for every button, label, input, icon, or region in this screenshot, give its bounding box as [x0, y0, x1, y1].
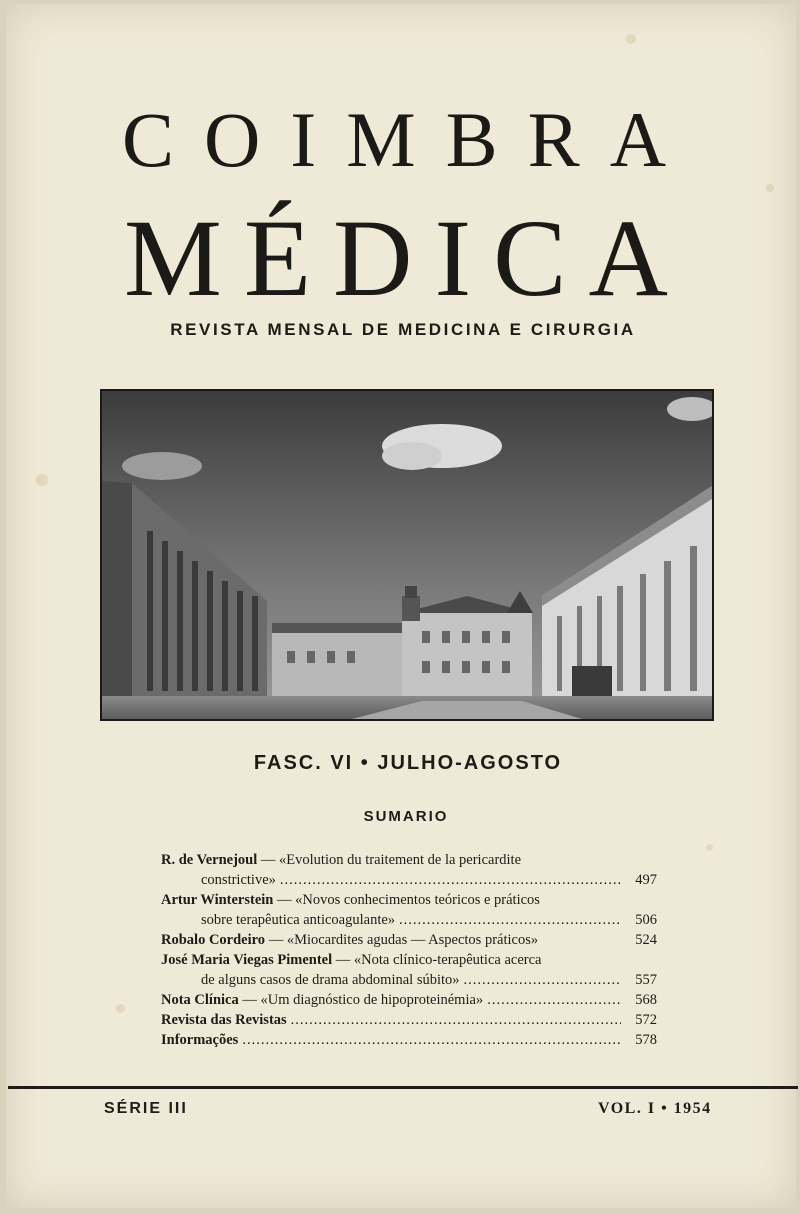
table-of-contents: [161, 850, 657, 1050]
toc-page-number: 557: [635, 972, 657, 988]
toc-entry: [161, 930, 657, 950]
toc-title-continued: constrictive»: [201, 872, 276, 888]
toc-entry: [161, 950, 657, 990]
masthead-subtitle: REVISTA MENSAL DE MEDICINA E CIRURGIA: [170, 320, 636, 339]
toc-entry: [161, 1030, 657, 1050]
masthead-title-medica: MÉDICA: [124, 197, 690, 319]
toc-author: Robalo Cordeiro: [161, 932, 266, 948]
series-label: SÉRIE III: [104, 1100, 188, 1117]
masthead-title-coimbra: COIMBRA: [121, 96, 697, 183]
cover-photograph: [100, 389, 714, 721]
toc-author: Revista das Revistas: [161, 1012, 287, 1028]
toc-entry: [161, 990, 657, 1010]
toc-page-number: 497: [635, 872, 657, 888]
toc-title: — «Miocardites agudas — Aspectos práticos»: [265, 932, 539, 948]
toc-author: Artur Winterstein: [161, 892, 274, 908]
footer-rule: [8, 1086, 798, 1089]
toc-entry: [161, 1010, 657, 1030]
toc-title: — «Evolution du traitement de la pericardite: [257, 852, 522, 868]
toc-entry: [161, 890, 657, 930]
toc-author: R. de Vernejoul: [161, 852, 258, 868]
toc-entry: [161, 850, 657, 890]
toc-title-continued: de alguns casos de drama abdominal súbito»: [201, 972, 460, 988]
toc-title: — «Um diagnóstico de hipoproteinémia»: [238, 992, 484, 1008]
toc-title-continued: sobre terapêutica anticoagulante»: [201, 912, 396, 928]
toc-page-number: 572: [635, 1012, 657, 1028]
toc-page-number: 524: [635, 932, 657, 948]
toc-title: — «Novos conhecimentos teóricos e práticos: [273, 892, 540, 908]
toc-author: Nota Clínica: [161, 992, 239, 1008]
volume-label: VOL. I • 1954: [598, 1100, 712, 1117]
contents-heading: SUMARIO: [363, 808, 449, 825]
toc-author: Informações: [161, 1032, 239, 1048]
toc-page-number: 568: [635, 992, 657, 1008]
toc-title: — «Nota clínico-terapêutica acerca: [332, 952, 542, 968]
toc-page-number: 578: [635, 1032, 657, 1048]
university-buildings-illustration: [102, 391, 712, 719]
toc-author: José Maria Viegas Pimentel: [161, 952, 333, 968]
issue-label: FASC. VI • JULHO-AGOSTO: [253, 752, 563, 774]
toc-page-number: 506: [635, 912, 657, 928]
